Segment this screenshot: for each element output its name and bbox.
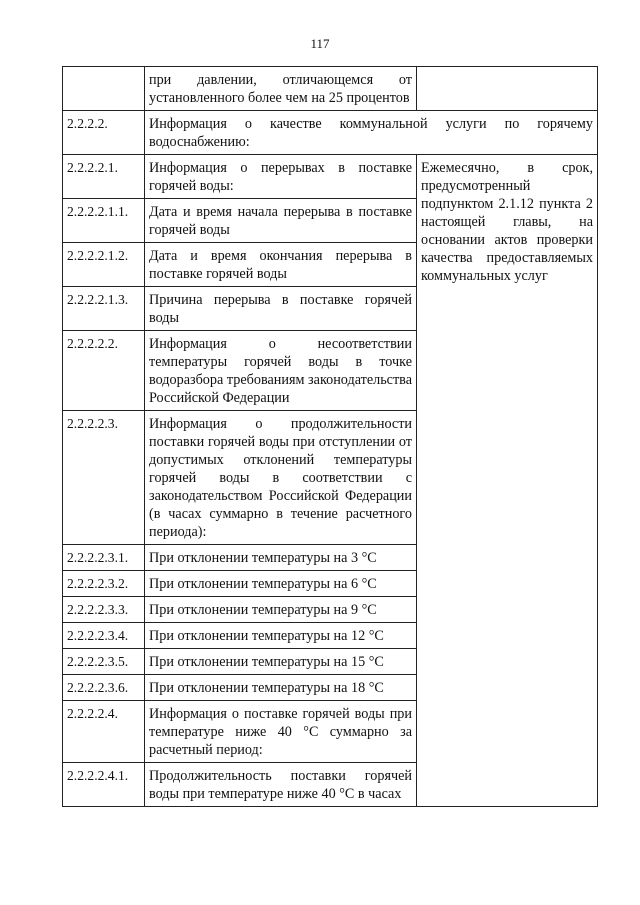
row-code: 2.2.2.2.3.2. — [63, 571, 145, 597]
row-text: При отклонении температуры на 6 °С — [145, 571, 417, 597]
row-code: 2.2.2.2.1.3. — [63, 287, 145, 331]
row-code: 2.2.2.2.1. — [63, 155, 145, 199]
row-text: Дата и время начала перерыва в поставке горячей воды — [145, 199, 417, 243]
row-text: При отклонении температуры на 18 °С — [145, 675, 417, 701]
row-text: Информация о продолжительности поставки горячей воды при отступлении от допустимых отклонений температуры горячей воды в соответствии с законодательством Российской Федерации (в часах суммарно в течение расчетного периода): — [145, 411, 417, 545]
row-text: Информация о поставке горячей воды при температуре ниже 40 °С суммарно за расчетный период: — [145, 701, 417, 763]
row-text: Информация о перерывах в поставке горячей воды: — [145, 155, 417, 199]
table-row — [63, 155, 598, 199]
row-code: 2.2.2.2.3.6. — [63, 675, 145, 701]
row-text: Причина перерыва в поставке горячей воды — [145, 287, 417, 331]
row-code: 2.2.2.2.3. — [63, 411, 145, 545]
empty-cell — [417, 67, 598, 111]
row-text: Дата и время окончания перерыва в поставке горячей воды — [145, 243, 417, 287]
row-code: 2.2.2.2.4. — [63, 701, 145, 763]
row-code: 2.2.2.2.4.1. — [63, 763, 145, 807]
row-code: 2.2.2.2.1.1. — [63, 199, 145, 243]
regulation-table — [62, 66, 598, 807]
row-text: При отклонении температуры на 9 °С — [145, 597, 417, 623]
row-text: Продолжительность поставки горячей воды при температуре ниже 40 °С в часах — [145, 763, 417, 807]
row-text: Информация о качестве коммунальной услуги по горячему водоснабжению: — [145, 111, 598, 155]
row-text: При отклонении температуры на 3 °С — [145, 545, 417, 571]
row-text: При отклонении температуры на 15 °С — [145, 649, 417, 675]
row-code: 2.2.2.2.3.3. — [63, 597, 145, 623]
row-code: 2.2.2.2. — [63, 111, 145, 155]
row-text: при давлении, отличающемся от установленного более чем на 25 процентов — [145, 67, 417, 111]
row-code: 2.2.2.2.2. — [63, 331, 145, 411]
page-number: 117 — [310, 36, 330, 51]
table-row — [63, 111, 598, 155]
frequency-note: Ежемесячно, в срок, предусмотренный подпунктом 2.1.12 пункта 2 настоящей главы, на основании актов проверки качества предоставляемых коммунальных услуг — [417, 155, 598, 807]
row-code: 2.2.2.2.3.4. — [63, 623, 145, 649]
row-code: 2.2.2.2.3.1. — [63, 545, 145, 571]
table-row — [63, 67, 598, 111]
row-code: 2.2.2.2.1.2. — [63, 243, 145, 287]
row-code — [63, 67, 145, 111]
row-text: При отклонении температуры на 12 °С — [145, 623, 417, 649]
row-code: 2.2.2.2.3.5. — [63, 649, 145, 675]
row-text: Информация о несоответствии температуры горячей воды в точке водоразбора требованиям законодательства Российской Федерации — [145, 331, 417, 411]
